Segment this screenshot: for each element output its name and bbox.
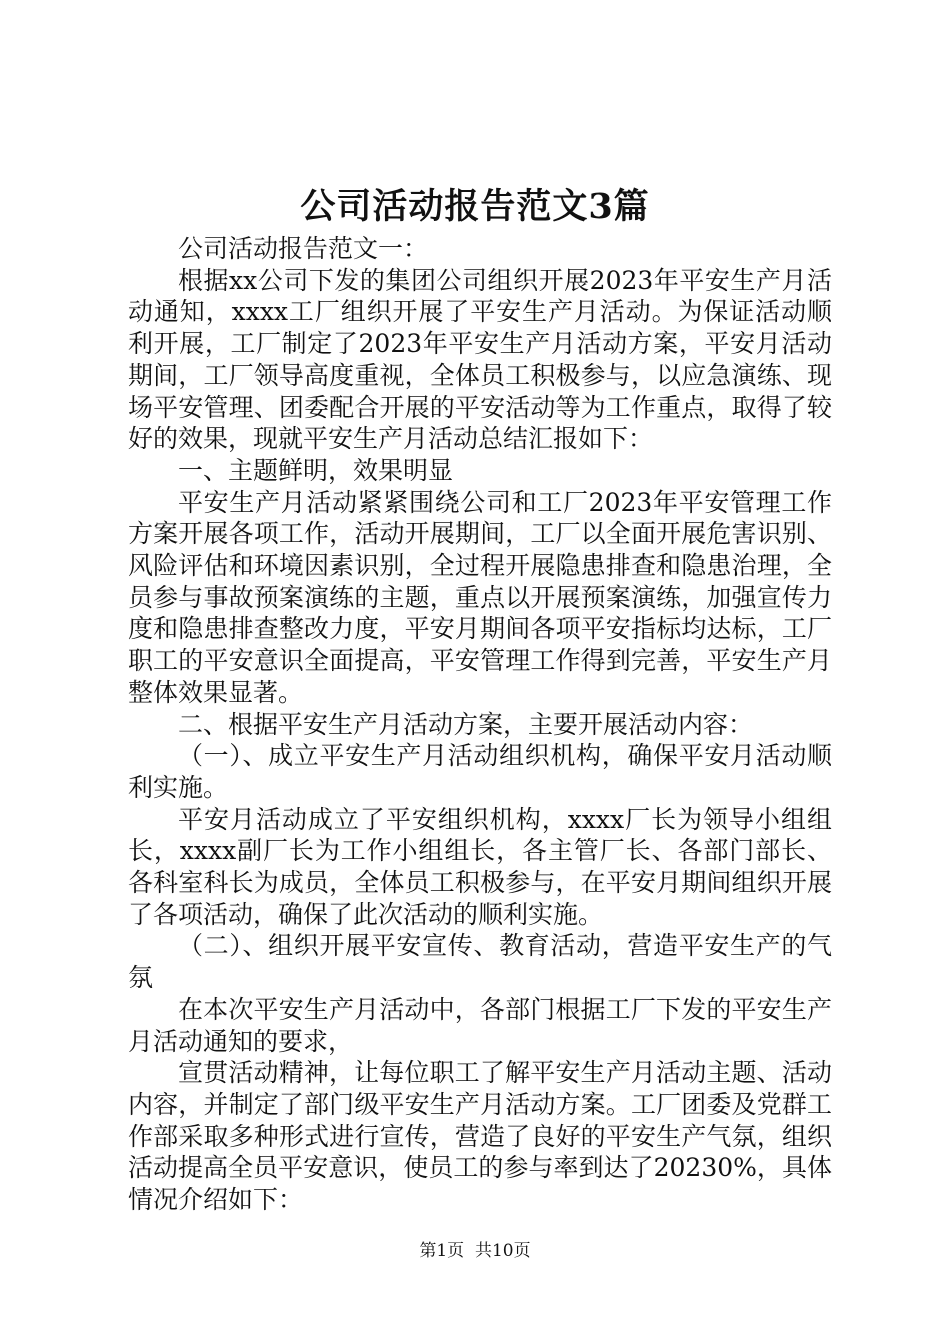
paragraph-organization: 平安月活动成立了平安组织机构，xxxx厂长为领导小组组长，xxxx副厂长为工作小组组长，各主管厂长、各部门部长、各科室科长为成员，全体员工积极参与，在平安月期间组织开展了各项活动，确保了此次活动的顺利实施。 — [128, 804, 832, 929]
subheading-organization: （一）、成立平安生产月活动组织机构，确保平安月活动顺利实施。 — [128, 741, 832, 802]
section-heading-1: 公司活动报告范文一： — [178, 234, 429, 263]
section-heading-theme: 一、主题鲜明，效果明显 — [178, 455, 454, 485]
document-body — [128, 233, 832, 1216]
page-footer: 第1页 共10页 — [419, 1241, 531, 1261]
document-title: 公司活动报告范文3篇 — [300, 186, 650, 227]
subheading-publicity: （二）、组织开展平安宣传、教育活动，营造平安生产的气氛 — [128, 931, 832, 993]
paragraph-publicity-1: 在本次平安生产月活动中，各部门根据工厂下发的平安生产月活动通知的要求， — [128, 994, 832, 1056]
paragraph-publicity-2: 宣贯活动精神，让每位职工了解平安生产月活动主题、活动内容，并制定了部门级平安生产月活动方案。工厂团委及党群工作部采取多种形式进行宣传，营造了良好的平安生产气氛，组织活动提高全员平安意识，使员工的参与率到达了20230%，具体情况介绍如下： — [128, 1058, 832, 1215]
paragraph-theme: 平安生产月活动紧紧围绕公司和工厂2023年平安管理工作方案开展各项工作，活动开展期间，工厂以全面开展危害识别、风险评估和环境因素识别，全过程开展隐患排查和隐患治理，全员参与事故预案演练的主题，重点以开展预案演练，加强宣传力度和隐患排查整改力度，平安月期间各项平安指标均达标，工厂职工的平安意识全面提高，平安管理工作得到完善，平安生产月整体效果显著。 — [128, 487, 832, 707]
paragraph-intro: 根据xx公司下发的集团公司组织开展2023年平安生产月活动通知，xxxx工厂组织开展了平安生产月活动。为保证活动顺利开展，工厂制定了2023年平安生产月活动方案，平安月活动期间，工厂领导高度重视，全体员工积极参与，以应急演练、现场平安管理、团委配合开展的平安活动等为工作重点，取得了较好的效果，现就平安生产月活动总结汇报如下： — [128, 265, 832, 454]
section-heading-activities: 二、根据平安生产月活动方案，主要开展活动内容： — [178, 709, 754, 739]
